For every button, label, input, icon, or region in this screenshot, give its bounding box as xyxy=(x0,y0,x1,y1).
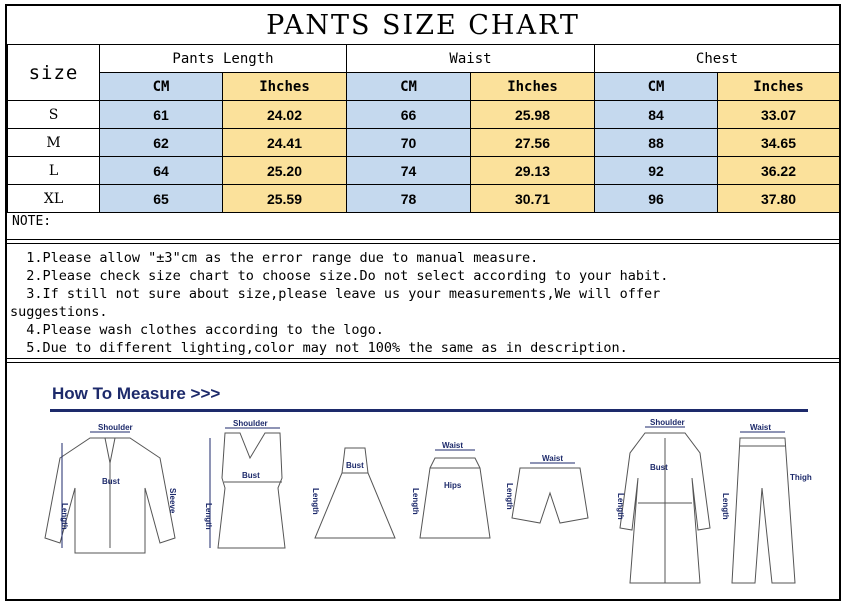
unit-header: CM xyxy=(100,73,223,101)
divider xyxy=(7,239,839,240)
length-label: Length xyxy=(311,488,320,515)
hips-label: Hips xyxy=(444,481,462,490)
shoulder-label: Shoulder xyxy=(650,418,685,427)
table-cell: 78 xyxy=(347,185,471,213)
table-cell: 29.13 xyxy=(471,157,595,185)
table-row xyxy=(8,129,840,157)
table-row xyxy=(8,101,840,129)
bust-label: Bust xyxy=(242,471,260,480)
group-header-pants-length: Pants Length xyxy=(100,45,347,73)
size-cell: XL xyxy=(8,185,100,213)
shoulder-label: Shoulder xyxy=(233,419,268,428)
divider xyxy=(7,358,839,359)
bust-label: Bust xyxy=(346,461,364,470)
unit-header: Ihches xyxy=(471,73,595,101)
note-item: 3.If still not sure about size,please leave us your measurements,We will offer suggestions. xyxy=(10,286,661,320)
bust-label: Bust xyxy=(102,477,120,486)
size-cell: S xyxy=(8,101,100,129)
size-table xyxy=(7,44,840,213)
note-label: NOTE: xyxy=(12,214,52,229)
bust-label: Bust xyxy=(650,463,668,472)
table-cell: 25.98 xyxy=(471,101,595,129)
table-cell: 92 xyxy=(595,157,718,185)
trench-coat-drawing xyxy=(620,433,710,583)
table-cell: 61 xyxy=(100,101,223,129)
table-cell: 36.22 xyxy=(718,157,840,185)
table-cell: 62 xyxy=(100,129,223,157)
waist-label: Waist xyxy=(750,423,772,432)
table-cell: 37.80 xyxy=(718,185,840,213)
measure-diagrams xyxy=(20,418,835,598)
sleeve-label: Sleeve xyxy=(168,488,177,514)
table-row xyxy=(8,185,840,213)
table-cell: 70 xyxy=(347,129,471,157)
table-cell: 34.65 xyxy=(718,129,840,157)
notes-list xyxy=(10,249,836,357)
group-header-waist: Waist xyxy=(347,45,595,73)
tank-top-drawing xyxy=(218,433,285,548)
length-label: Length xyxy=(505,483,514,510)
chart-title: PANTS SIZE CHART xyxy=(266,10,580,41)
trousers-drawing xyxy=(732,438,795,583)
unit-header: CM xyxy=(347,73,471,101)
length-label: Length xyxy=(411,488,420,515)
shorts-drawing xyxy=(512,468,588,523)
table-cell: 64 xyxy=(100,157,223,185)
length-label: Length xyxy=(616,493,625,520)
unit-header: Inches xyxy=(718,73,840,101)
table-cell: 25.20 xyxy=(223,157,347,185)
size-header: size xyxy=(8,45,100,101)
note-item: 4.Please wash clothes according to the logo. xyxy=(10,322,384,338)
table-cell: 30.71 xyxy=(471,185,595,213)
waist-label: Waist xyxy=(542,454,564,463)
length-label: Length xyxy=(60,503,69,530)
table-cell: 25.59 xyxy=(223,185,347,213)
thigh-label: Thigh xyxy=(790,473,812,482)
table-cell: 33.07 xyxy=(718,101,840,129)
skirt-drawing xyxy=(420,458,490,538)
blouse-drawing xyxy=(45,438,175,553)
note-item: 2.Please check size chart to choose size.Do not select according to your habit. xyxy=(10,268,669,284)
size-cell: L xyxy=(8,157,100,185)
divider xyxy=(7,243,839,244)
how-to-measure-title: How To Measure >>> xyxy=(52,384,221,403)
table-cell: 74 xyxy=(347,157,471,185)
shoulder-label: Shoulder xyxy=(98,423,133,432)
title-underline xyxy=(50,409,808,412)
waist-label: Waist xyxy=(442,441,464,450)
unit-header: CM xyxy=(595,73,718,101)
table-cell: 84 xyxy=(595,101,718,129)
unit-header: Ihches xyxy=(223,73,347,101)
table-row xyxy=(8,157,840,185)
table-cell: 24.41 xyxy=(223,129,347,157)
size-cell: M xyxy=(8,129,100,157)
note-item: 5.Due to different lighting,color may not 100% the same as in description. xyxy=(10,340,628,356)
table-cell: 24.02 xyxy=(223,101,347,129)
length-label: Length xyxy=(204,503,213,530)
table-cell: 88 xyxy=(595,129,718,157)
note-item: 1.Please allow "±3"cm as the error range due to manual measure. xyxy=(10,250,539,266)
table-cell: 66 xyxy=(347,101,471,129)
table-cell: 96 xyxy=(595,185,718,213)
divider xyxy=(7,362,839,363)
table-cell: 65 xyxy=(100,185,223,213)
length-label: Length xyxy=(721,493,730,520)
group-header-chest: Chest xyxy=(595,45,840,73)
table-cell: 27.56 xyxy=(471,129,595,157)
